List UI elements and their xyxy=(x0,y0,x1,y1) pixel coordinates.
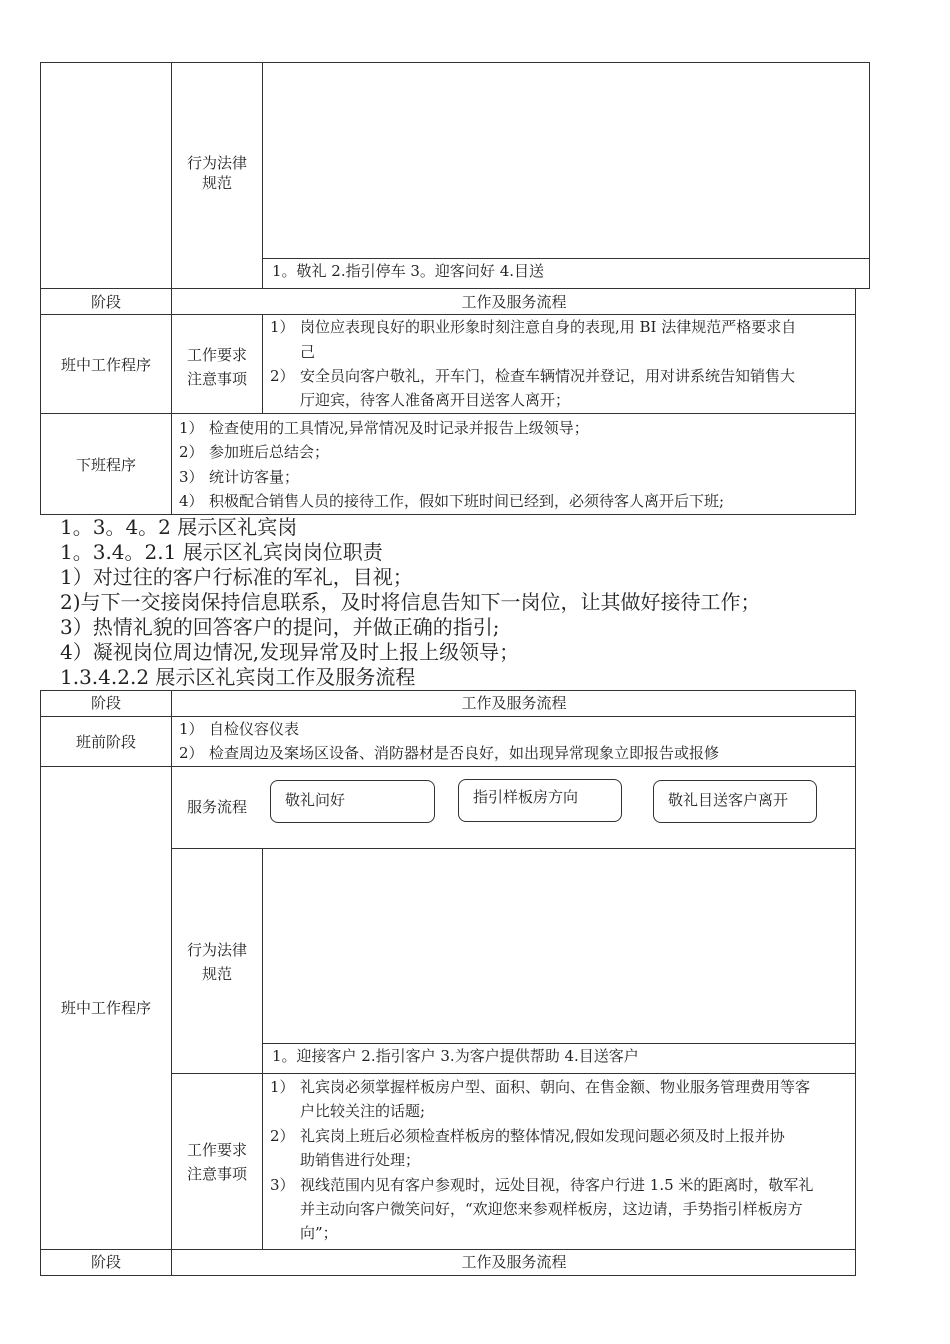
list-item: 1） 礼宾岗必须掌握样板房户型、面积、朝向、在售金额、物业服务管理费用等客 xyxy=(270,1078,811,1096)
list-item: 2） 安全员向客户敬礼，开车门，检查车辆情况并登记，用对讲系统告知销售大 xyxy=(270,367,796,385)
list-item: 厅迎宾，待客人准备离开目送客人离开； xyxy=(300,391,571,409)
flow-header: 工作及服务流程 xyxy=(461,694,567,712)
list-item: 户比较关注的话题; xyxy=(300,1102,426,1120)
behavior-label: 行为法律 规范 xyxy=(186,154,247,192)
list-item: 并主动向客户微笑问好，“欢迎您来参观样板房，这边请，手势指引样板房方 xyxy=(300,1200,803,1218)
duty-item: 3）热情礼貌的回答客户的提问，并做正确的指引; xyxy=(60,615,500,639)
divider xyxy=(262,314,263,414)
list-item: 己 xyxy=(300,343,316,361)
section-subheading: 1。3.4。2.1 展示区礼宾岗岗位职责 xyxy=(60,540,383,564)
list-item: 2） 检查周边及案场区设备、消防器材是否良好，如出现异常现象立即报告或报修 xyxy=(179,744,720,762)
behavior-text: 1。迎接客户 2.指引客户 3.为客户提供帮助 4.目送客户 xyxy=(272,1047,639,1065)
divider xyxy=(262,1043,856,1044)
divider xyxy=(262,848,263,1250)
flow-step-guide: 指引样板房方向 xyxy=(458,779,622,822)
flow-step-farewell: 敬礼目送客户离开 xyxy=(653,780,817,823)
section-heading: 1。3。4。2 展示区礼宾岗 xyxy=(60,515,298,539)
stage-header: 阶段 xyxy=(90,1253,121,1271)
list-item: 1） 岗位应表现良好的职业形象时刻注意自身的表现,用 BI 法律规范严格要求自 xyxy=(270,318,797,336)
service-flow-label: 服务流程 xyxy=(186,798,247,816)
behavior-text: 1。敬礼 2.指引停车 3。迎客问好 4.目送 xyxy=(272,262,545,280)
list-item: 3） 视线范围内见有客户参观时，远处目视，待客户行进 1.5 米的距离时，敬军礼 xyxy=(270,1176,814,1194)
list-item: 1） 检查使用的工具情况,异常情况及时记录并报告上级领导； xyxy=(179,419,589,437)
list-item: 1） 自检仪容仪表 xyxy=(179,720,300,738)
divider xyxy=(171,716,172,767)
divider xyxy=(171,413,172,515)
duty-item: 4）凝视岗位周边情况,发现异常及时上报上级领导； xyxy=(60,640,520,664)
behavior-label: 行为法律 规范 xyxy=(186,941,247,983)
duty-item: 2)与下一交接岗保持信息联系，及时将信息告知下一岗位，让其做好接待工作； xyxy=(60,590,761,614)
flow-header: 工作及服务流程 xyxy=(461,1253,567,1271)
pre-shift-label: 班前阶段 xyxy=(75,733,136,751)
divider xyxy=(171,848,856,849)
stage-header: 阶段 xyxy=(90,293,121,311)
list-item: 2） 礼宾岗上班后必须检查样板房的整体情况,假如发现问题必须及时上报并协 xyxy=(270,1127,785,1145)
stage-header: 阶段 xyxy=(90,694,121,712)
duty-item: 1）对过往的客户行标准的军礼，目视； xyxy=(60,565,413,589)
off-shift-label: 下班程序 xyxy=(75,456,136,474)
flow-step-greet: 敬礼问好 xyxy=(270,780,435,823)
divider xyxy=(262,62,263,289)
table1-behavior-block xyxy=(40,62,870,289)
list-item: 助销售进行处理； xyxy=(300,1151,421,1169)
in-shift-label: 班中工作程序 xyxy=(60,356,151,374)
list-item: 2） 参加班后总结会； xyxy=(179,443,330,461)
flow-header: 工作及服务流程 xyxy=(461,293,567,311)
requirements-label: 工作要求 注意事项 xyxy=(186,1141,247,1183)
list-item: 4） 积极配合销售人员的接待工作，假如下班时间已经到，必须待客人离开后下班; xyxy=(179,492,725,510)
requirements-label: 工作要求 注意事项 xyxy=(186,346,247,388)
flow-heading: 1.3.4.2.2 展示区礼宾岗工作及服务流程 xyxy=(60,665,416,689)
in-shift-label: 班中工作程序 xyxy=(60,999,151,1017)
divider xyxy=(171,1073,856,1074)
divider xyxy=(262,258,870,259)
list-item: 向”； xyxy=(300,1224,338,1242)
list-item: 3） 统计访客量； xyxy=(179,468,300,486)
